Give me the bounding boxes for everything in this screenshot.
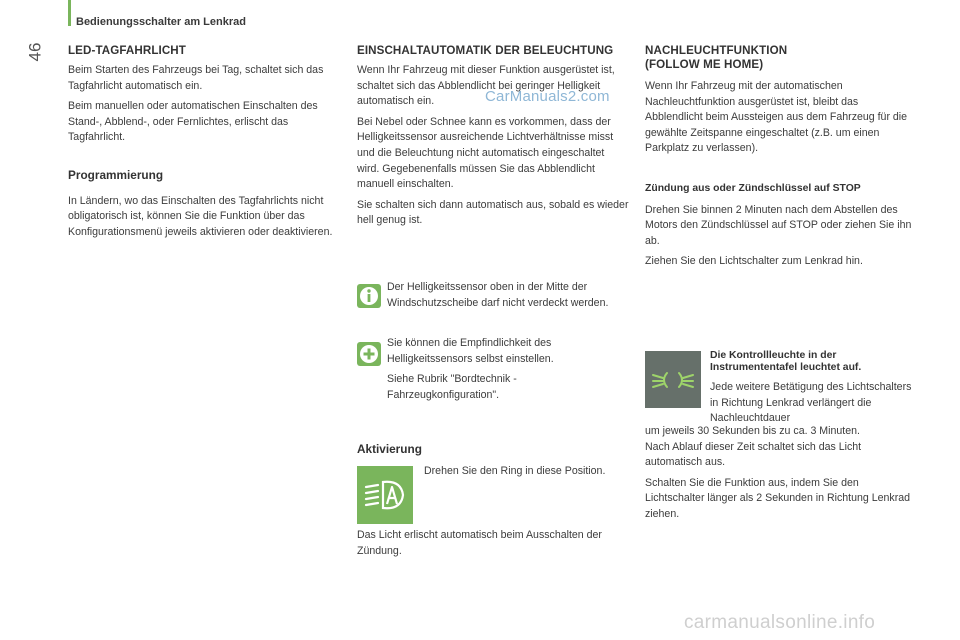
paragraph: Nach Ablauf dieser Zeit schaltet sich das Licht automatisch aus. bbox=[645, 440, 862, 469]
heading-led-daytime: LED-TAGFAHRLICHT bbox=[68, 44, 186, 57]
watermark-top: CarManuals2.com bbox=[485, 88, 610, 105]
follow-me-home-continued bbox=[645, 424, 917, 528]
section-accent-bar bbox=[68, 0, 71, 26]
paragraph: Bei Nebel oder Schnee kann es vorkommen, dass der Helligkeitssensor ausreichende Lichtverhältnisse misst und die Beleuchtung nicht automatisch eingeschaltet wird. Gegebenenfalls müssen Sie das Abblendlicht manuell einschalten. bbox=[357, 115, 614, 191]
lamp-note bbox=[710, 350, 915, 432]
column-follow-me-home bbox=[645, 44, 917, 275]
lamp-note-text: Jede weitere Betätigung des Lichtschalters in Richtung Lenkrad verlängert die Nachleuchtdauer bbox=[710, 381, 912, 425]
tip-note-reference: Siehe Rubrik "Bordtechnik - Fahrzeugkonfiguration". bbox=[387, 373, 517, 401]
activation-text: Drehen Sie den Ring in diese Position. bbox=[424, 465, 606, 477]
heading-activation: Aktivierung bbox=[357, 442, 422, 456]
heading-line-2: (FOLLOW ME HOME) bbox=[645, 58, 764, 71]
watermark-bottom: carmanualsonline.info bbox=[684, 612, 876, 633]
column-auto-lighting bbox=[357, 44, 629, 234]
heading-follow-me-home bbox=[645, 44, 917, 72]
heading-line-1: NACHLEUCHTFUNKTION bbox=[645, 44, 788, 57]
column-led-daytime bbox=[68, 44, 340, 245]
subheading-ignition-off: Zündung aus oder Zündschlüssel auf STOP bbox=[645, 182, 861, 194]
lamp-note-title: Die Kontrollleuchte in der Instrumententafel leuchtet auf. bbox=[710, 350, 862, 373]
paragraph: Das Licht erlischt automatisch beim Ausschalten der Zündung. bbox=[357, 529, 602, 557]
heading-auto-lighting: EINSCHALTAUTOMATIK DER BELEUCHTUNG bbox=[357, 44, 614, 57]
paragraph: Wenn Ihr Fahrzeug mit dieser Funktion ausgerüstet ist, schaltet sich das Abblendlicht bei geringer Helligkeit automatisch ein. bbox=[357, 64, 615, 108]
paragraph: Sie schalten sich dann automatisch aus, sobald es wieder hell genug ist. bbox=[357, 198, 629, 227]
follow-me-home-lamp-icon bbox=[645, 351, 701, 408]
page-number: 46 bbox=[25, 42, 45, 62]
paragraph: Ziehen Sie den Lichtschalter zum Lenkrad hin. bbox=[645, 255, 863, 268]
info-icon bbox=[357, 284, 381, 308]
paragraph: Beim manuellen oder automatischen Einschalten des Stand-, Abblend-, oder Fernlichtes, erlischt das Tagfahrlicht. bbox=[68, 100, 318, 144]
paragraph: Schalten Sie die Funktion aus, indem Sie den Lichtschalter länger als 2 Sekunden in Richtung Lenkrad ziehen. bbox=[645, 476, 911, 520]
paragraph: Beim Starten des Fahrzeugs bei Tag, schaltet sich das Tagfahrlicht automatisch ein. bbox=[68, 64, 324, 92]
paragraph: um jeweils 30 Sekunden bis zu ca. 3 Minuten. bbox=[645, 425, 860, 437]
paragraph: In Ländern, wo das Einschalten des Tagfahrlichts nicht obligatorisch ist, können Sie die Funktion über das Konfigurationsmenü jeweils aktivieren oder deaktivieren. bbox=[68, 194, 333, 238]
heading-programming: Programmierung bbox=[68, 167, 164, 182]
section-title: Bedienungsschalter am Lenkrad bbox=[76, 16, 246, 28]
info-note: Der Helligkeitssensor oben in der Mitte der Windschutzscheibe darf nicht verdeckt werden. bbox=[387, 281, 609, 309]
paragraph: Drehen Sie binnen 2 Minuten nach dem Abstellen des Motors den Zündschlüssel auf STOP oder ziehen Sie ihn ab. bbox=[645, 203, 912, 247]
auto-headlight-icon bbox=[357, 466, 413, 524]
tip-note bbox=[387, 336, 627, 408]
tip-note-text: Sie können die Empfindlichkeit des Helligkeitssensors selbst einstellen. bbox=[387, 337, 554, 365]
plus-icon bbox=[357, 342, 381, 366]
paragraph: Wenn Ihr Fahrzeug mit der automatischen Nachleuchtfunktion ausgerüstet ist, bleibt das Abblendlicht beim Aussteigen aus dem Fahrzeug für die gewählte Zeitspanne eingeschaltet (z.B. um einen Parkplatz zu verlassen). bbox=[645, 80, 908, 155]
